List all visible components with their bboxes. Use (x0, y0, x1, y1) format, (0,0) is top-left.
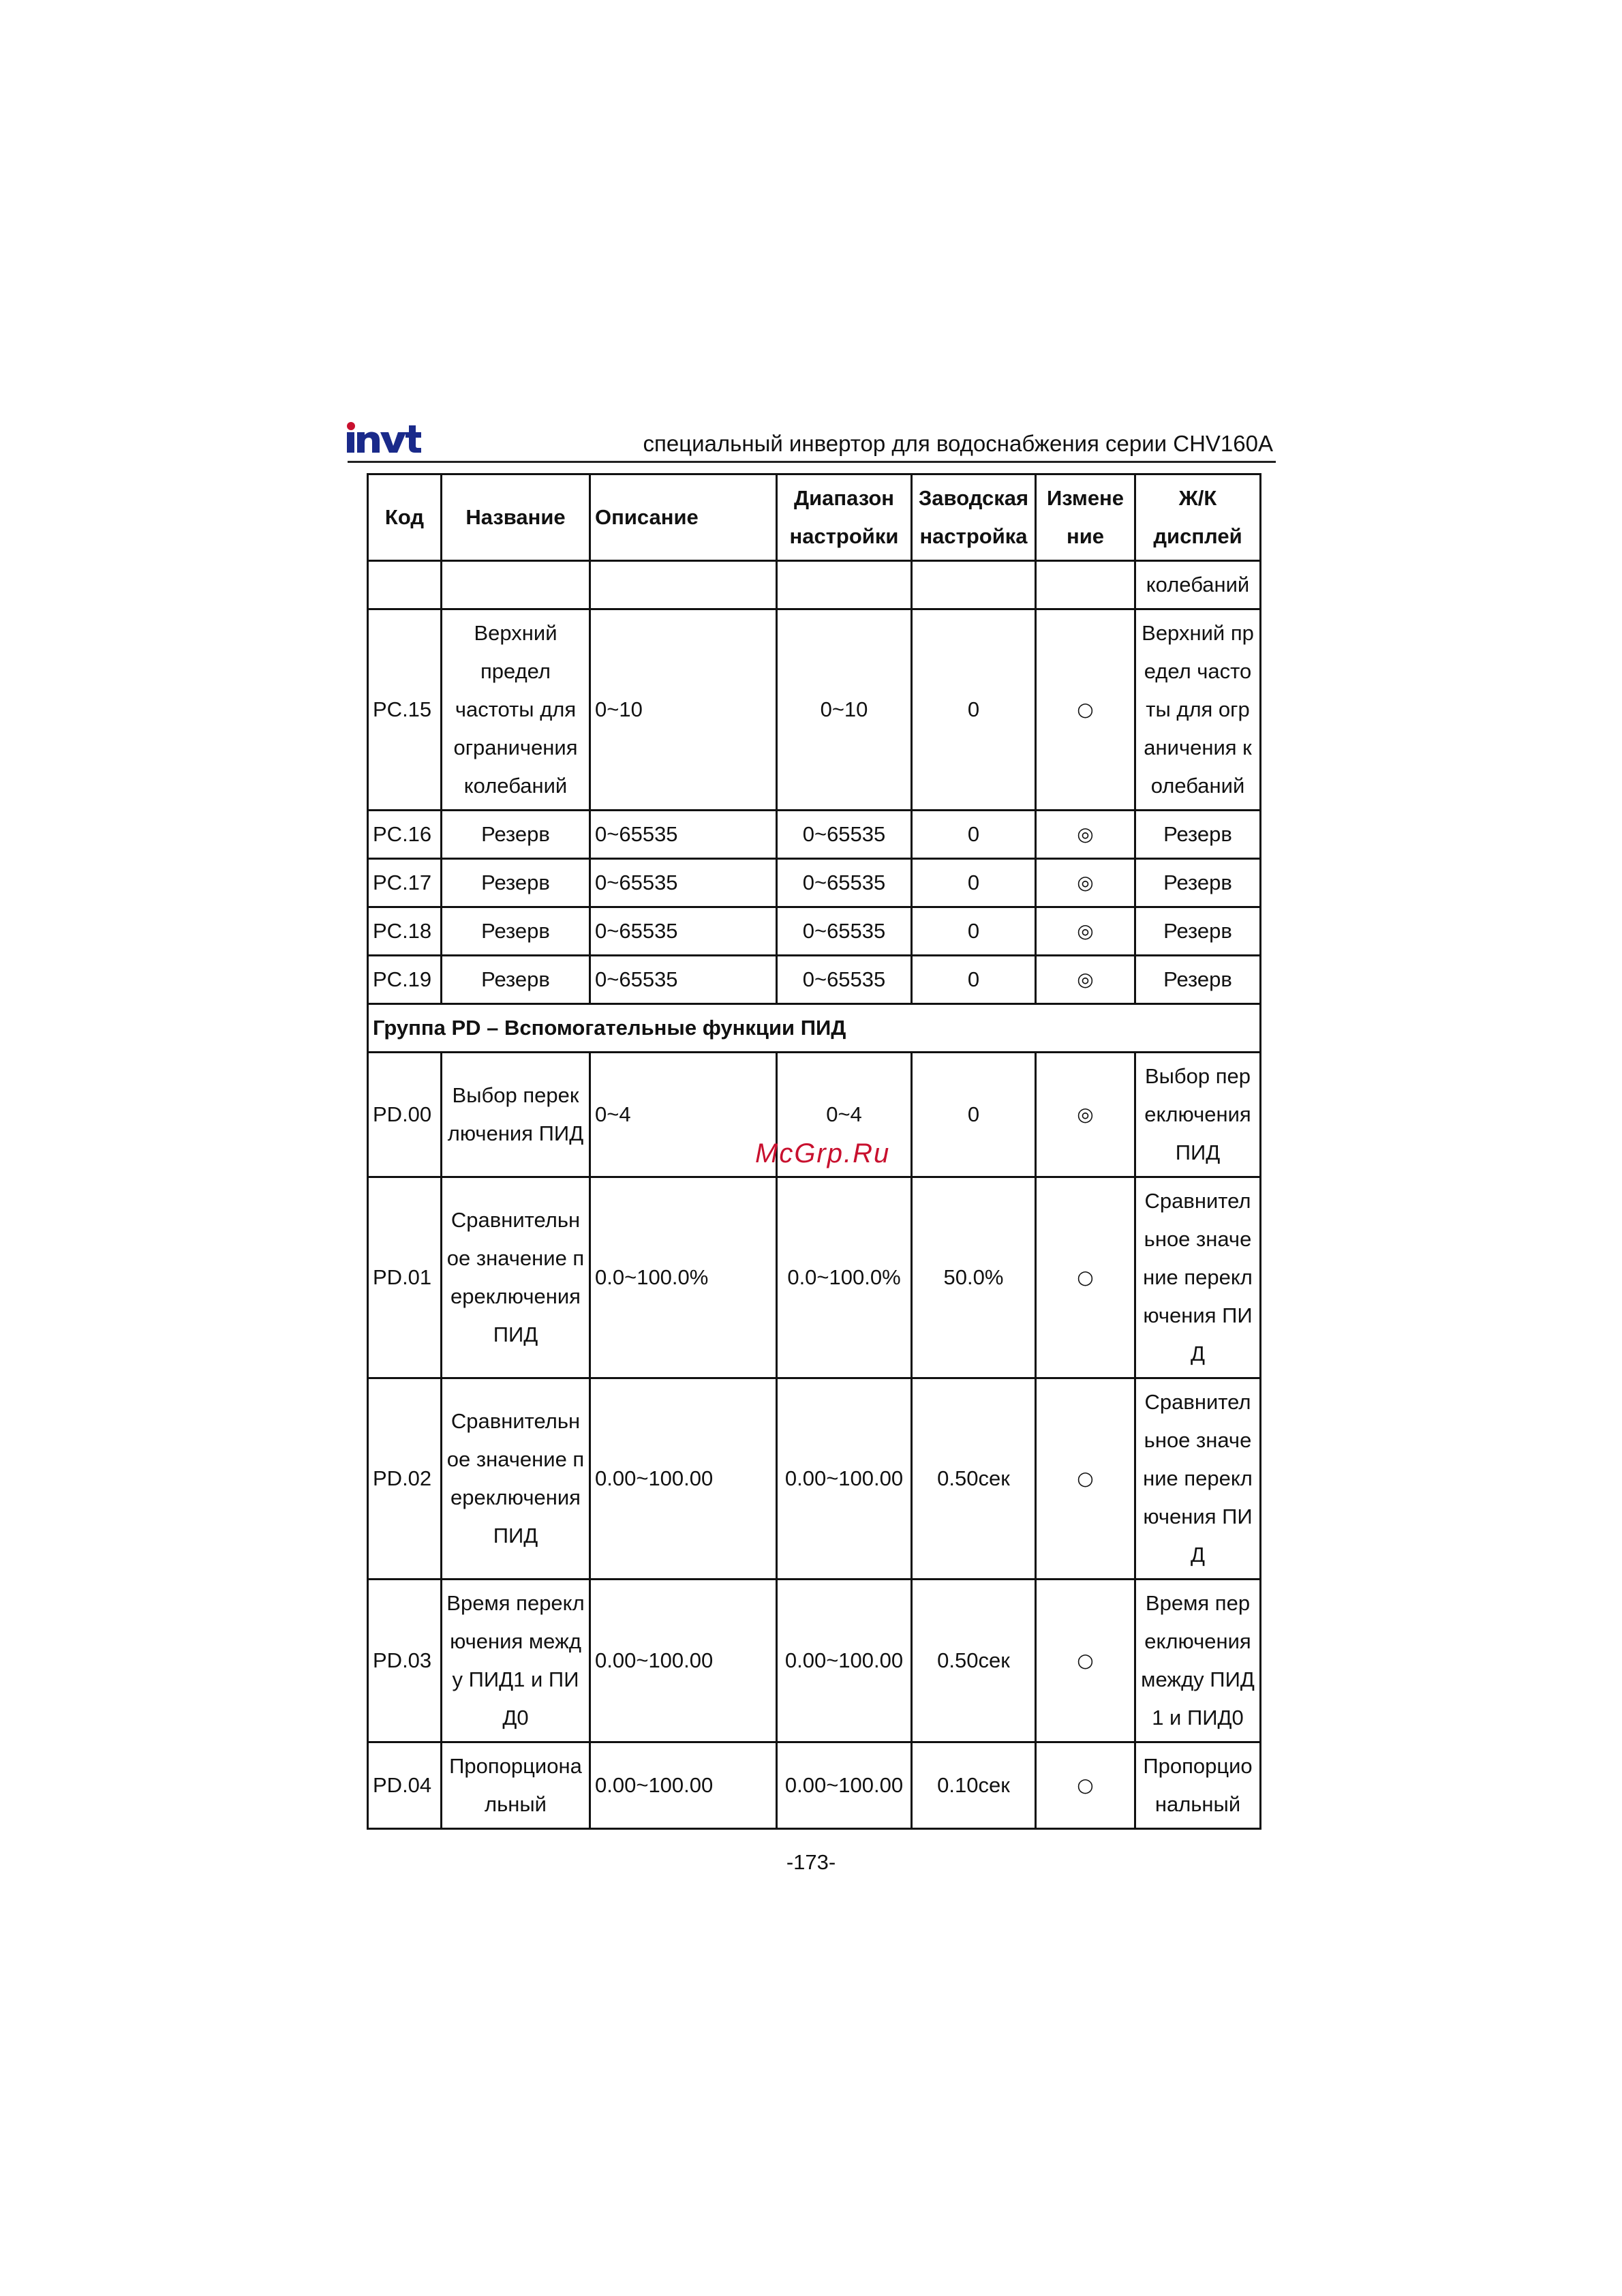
invt-logo (346, 421, 423, 454)
table-row (368, 1378, 1261, 1580)
cell-description: 0~65535 (590, 811, 777, 859)
cell-change: ◎ (1036, 811, 1135, 859)
cell-default: 0.50сек (912, 1580, 1036, 1742)
cell-change: ○ (1036, 1378, 1135, 1580)
cell-description: 0~65535 (590, 956, 777, 1004)
cell-name: Сравнительное значение переключения ПИД (442, 1177, 590, 1378)
cell-description: 0~10 (590, 609, 777, 811)
cell-name: Время переключения между ПИД1 и ПИД0 (442, 1580, 590, 1742)
table-row (368, 859, 1261, 907)
cell-range: 0.0~100.0% (777, 1177, 912, 1378)
table-row-continuation (368, 561, 1261, 609)
cell-change (1036, 561, 1135, 609)
cell-code: PC.17 (368, 859, 442, 907)
table-row (368, 1742, 1261, 1829)
table-row (368, 1177, 1261, 1378)
column-header-display: Ж/К дисплей (1135, 474, 1261, 561)
cell-display: Время переключения между ПИД1 и ПИД0 (1135, 1580, 1261, 1742)
cell-range: 0~65535 (777, 811, 912, 859)
cell-default (912, 561, 1036, 609)
cell-default: 0 (912, 811, 1036, 859)
cell-code: PC.15 (368, 609, 442, 811)
cell-default: 0 (912, 609, 1036, 811)
cell-display: Выбор переключения ПИД (1135, 1053, 1261, 1177)
cell-range: 0.00~100.00 (777, 1378, 912, 1580)
page-number: -173- (786, 1850, 836, 1874)
column-header-code: Код (368, 474, 442, 561)
cell-name: Резерв (442, 859, 590, 907)
cell-range: 0~65535 (777, 956, 912, 1004)
column-header-description: Описание (590, 474, 777, 561)
cell-default: 0 (912, 907, 1036, 956)
cell-description: 0~65535 (590, 859, 777, 907)
cell-range (777, 561, 912, 609)
cell-change: ○ (1036, 1177, 1135, 1378)
cell-code: PD.00 (368, 1053, 442, 1177)
cell-display: Пропорциональный (1135, 1742, 1261, 1829)
cell-change: ○ (1036, 1742, 1135, 1829)
table-row (368, 907, 1261, 956)
cell-range: 0~65535 (777, 859, 912, 907)
group-heading-row (368, 1004, 1261, 1053)
watermark: McGrp.Ru (755, 1138, 891, 1168)
column-header-name: Название (442, 474, 590, 561)
cell-default: 0.10сек (912, 1742, 1036, 1829)
cell-default: 0 (912, 1053, 1036, 1177)
cell-name: Сравнительное значение переключения ПИД (442, 1378, 590, 1580)
cell-change: ◎ (1036, 907, 1135, 956)
cell-code: PC.16 (368, 811, 442, 859)
cell-default: 0 (912, 956, 1036, 1004)
cell-description (590, 561, 777, 609)
table-row (368, 1580, 1261, 1742)
cell-range: 0~10 (777, 609, 912, 811)
cell-description: 0~4 (590, 1053, 777, 1177)
cell-display: Сравнительное значение переключения ПИД (1135, 1177, 1261, 1378)
cell-description: 0~65535 (590, 907, 777, 956)
cell-change: ◎ (1036, 1053, 1135, 1177)
header-divider (348, 461, 1276, 463)
cell-code: PD.02 (368, 1378, 442, 1580)
cell-description: 0.00~100.00 (590, 1378, 777, 1580)
cell-display: Резерв (1135, 811, 1261, 859)
cell-code: PD.01 (368, 1177, 442, 1378)
table-row (368, 956, 1261, 1004)
cell-display: Верхний предел частоты для ограничения колебаний (1135, 609, 1261, 811)
cell-description: 0.0~100.0% (590, 1177, 777, 1378)
cell-change: ○ (1036, 1580, 1135, 1742)
cell-description: 0.00~100.00 (590, 1742, 777, 1829)
cell-display: Сравнительное значение переключения ПИД (1135, 1378, 1261, 1580)
column-header-range: Диапазон настройки (777, 474, 912, 561)
cell-name: Резерв (442, 907, 590, 956)
cell-name: Резерв (442, 811, 590, 859)
table-row (368, 609, 1261, 811)
invt-logo-graphic (346, 421, 423, 454)
cell-display: Резерв (1135, 956, 1261, 1004)
cell-change: ○ (1036, 609, 1135, 811)
document-header-title: специальный инвертор для водоснабжения серии CHV160A (643, 431, 1273, 456)
cell-change: ◎ (1036, 956, 1135, 1004)
cell-change: ◎ (1036, 859, 1135, 907)
cell-range: 0~4 (777, 1053, 912, 1177)
column-header-change: Измене ние (1036, 474, 1135, 561)
column-header-default: Заводская настройка (912, 474, 1036, 561)
cell-code (368, 561, 442, 609)
cell-code: PC.18 (368, 907, 442, 956)
cell-code: PD.04 (368, 1742, 442, 1829)
cell-code: PD.03 (368, 1580, 442, 1742)
group-heading-pd: Группа PD – Вспомогательные функции ПИД (368, 1004, 1261, 1053)
cell-code: PC.19 (368, 956, 442, 1004)
cell-range: 0.00~100.00 (777, 1580, 912, 1742)
cell-range: 0.00~100.00 (777, 1742, 912, 1829)
cell-name: Выбор переключения ПИД (442, 1053, 590, 1177)
cell-range: 0~65535 (777, 907, 912, 956)
cell-name: Резерв (442, 956, 590, 1004)
cell-name (442, 561, 590, 609)
cell-display: Резерв (1135, 859, 1261, 907)
cell-default: 0 (912, 859, 1036, 907)
cell-name: Верхний предел частоты для ограничения колебаний (442, 609, 590, 811)
cell-default: 50.0% (912, 1177, 1036, 1378)
cell-display: колебаний (1135, 561, 1261, 609)
table-header-row (368, 474, 1261, 561)
cell-name: Пропорциональный (442, 1742, 590, 1829)
cell-default: 0.50сек (912, 1378, 1036, 1580)
table-row (368, 811, 1261, 859)
cell-description: 0.00~100.00 (590, 1580, 777, 1742)
cell-display: Резерв (1135, 907, 1261, 956)
